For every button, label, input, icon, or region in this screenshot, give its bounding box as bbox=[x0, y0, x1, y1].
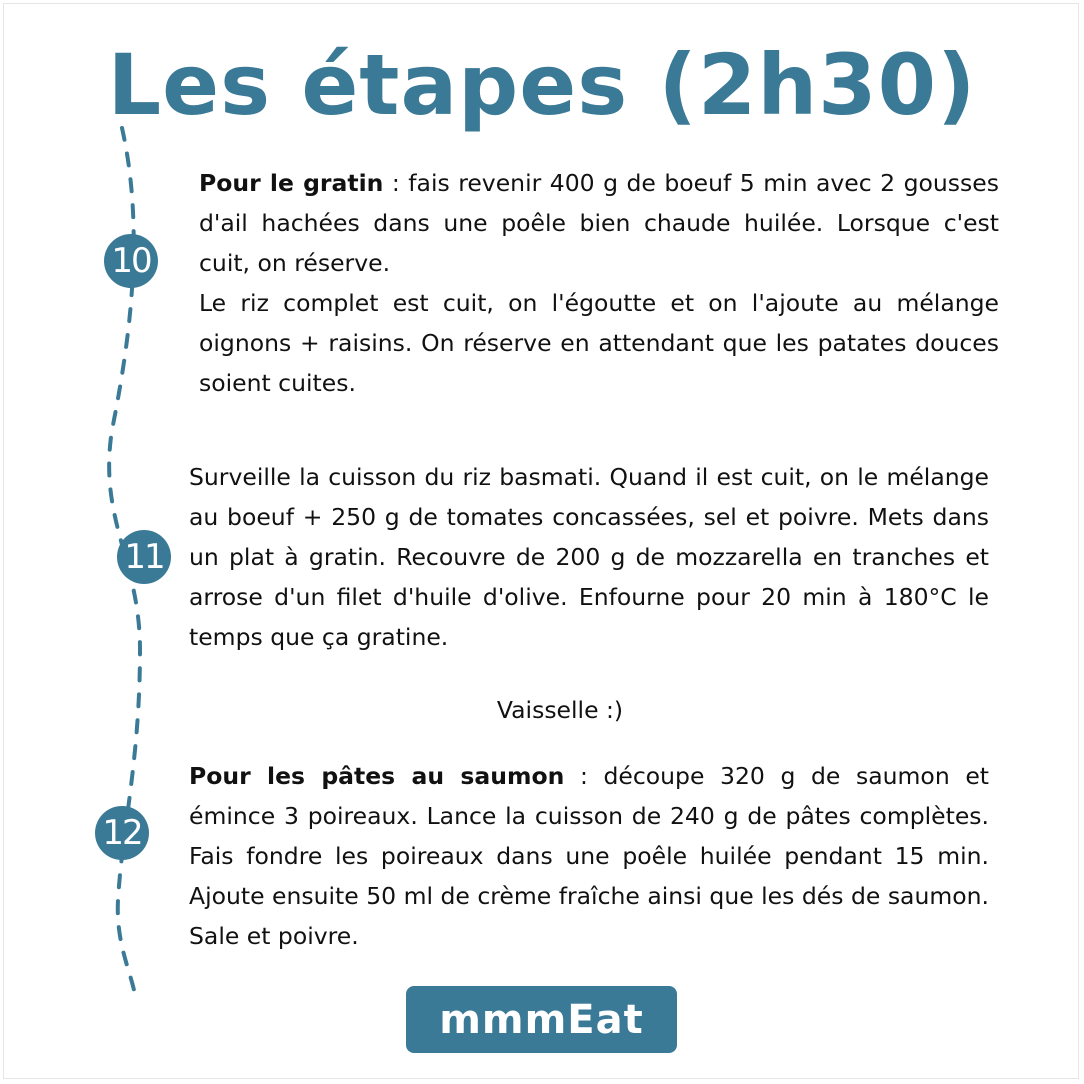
page-title: Les étapes (2h30) bbox=[107, 36, 977, 134]
step-number-badge-12: 12 bbox=[95, 806, 149, 860]
step-12-heading: Pour les pâtes au saumon bbox=[189, 762, 565, 790]
step-10-text bbox=[199, 163, 999, 403]
step-10-heading: Pour le gratin bbox=[199, 169, 384, 197]
step-number-badge-11: 11 bbox=[117, 530, 171, 584]
step-number-badge-10: 10 bbox=[104, 234, 158, 288]
interlude-text: Vaisselle :) bbox=[496, 696, 624, 724]
step-12-body: : découpe 320 g de saumon et émince 3 poireaux. Lance la cuisson de 240 g de pâtes complètes. Fais fondre les poireaux dans une poêle huilée pendant 15 min. Ajoute ensuite 50 ml de crème fraîche ainsi que les dés de saumon. Sale et poivre. bbox=[189, 762, 989, 950]
brand-logo bbox=[406, 986, 677, 1053]
step-12-text bbox=[189, 756, 989, 956]
brand-logo-text: mmmEat bbox=[439, 996, 644, 1043]
step-10-paragraph-1: : fais revenir 400 g de boeuf 5 min avec 2 gousses d'ail hachées dans une poêle bien chaude huilée. Lorsque c'est cuit, on réserve. bbox=[199, 169, 999, 277]
step-10-paragraph-2: Le riz complet est cuit, on l'égoutte et on l'ajoute au mélange oignons + raisins. On réserve en attendant que les patates douces soient cuites. bbox=[199, 289, 999, 397]
step-11-text: Surveille la cuisson du riz basmati. Quand il est cuit, on le mélange au boeuf + 250 g de tomates concassées, sel et poivre. Mets dans un plat à gratin. Recouvre de 200 g de mozzarella en tranches et arrose d'un filet d'huile d'olive. Enfourne pour 20 min à 180°C le temps que ça gratine. bbox=[189, 463, 989, 651]
